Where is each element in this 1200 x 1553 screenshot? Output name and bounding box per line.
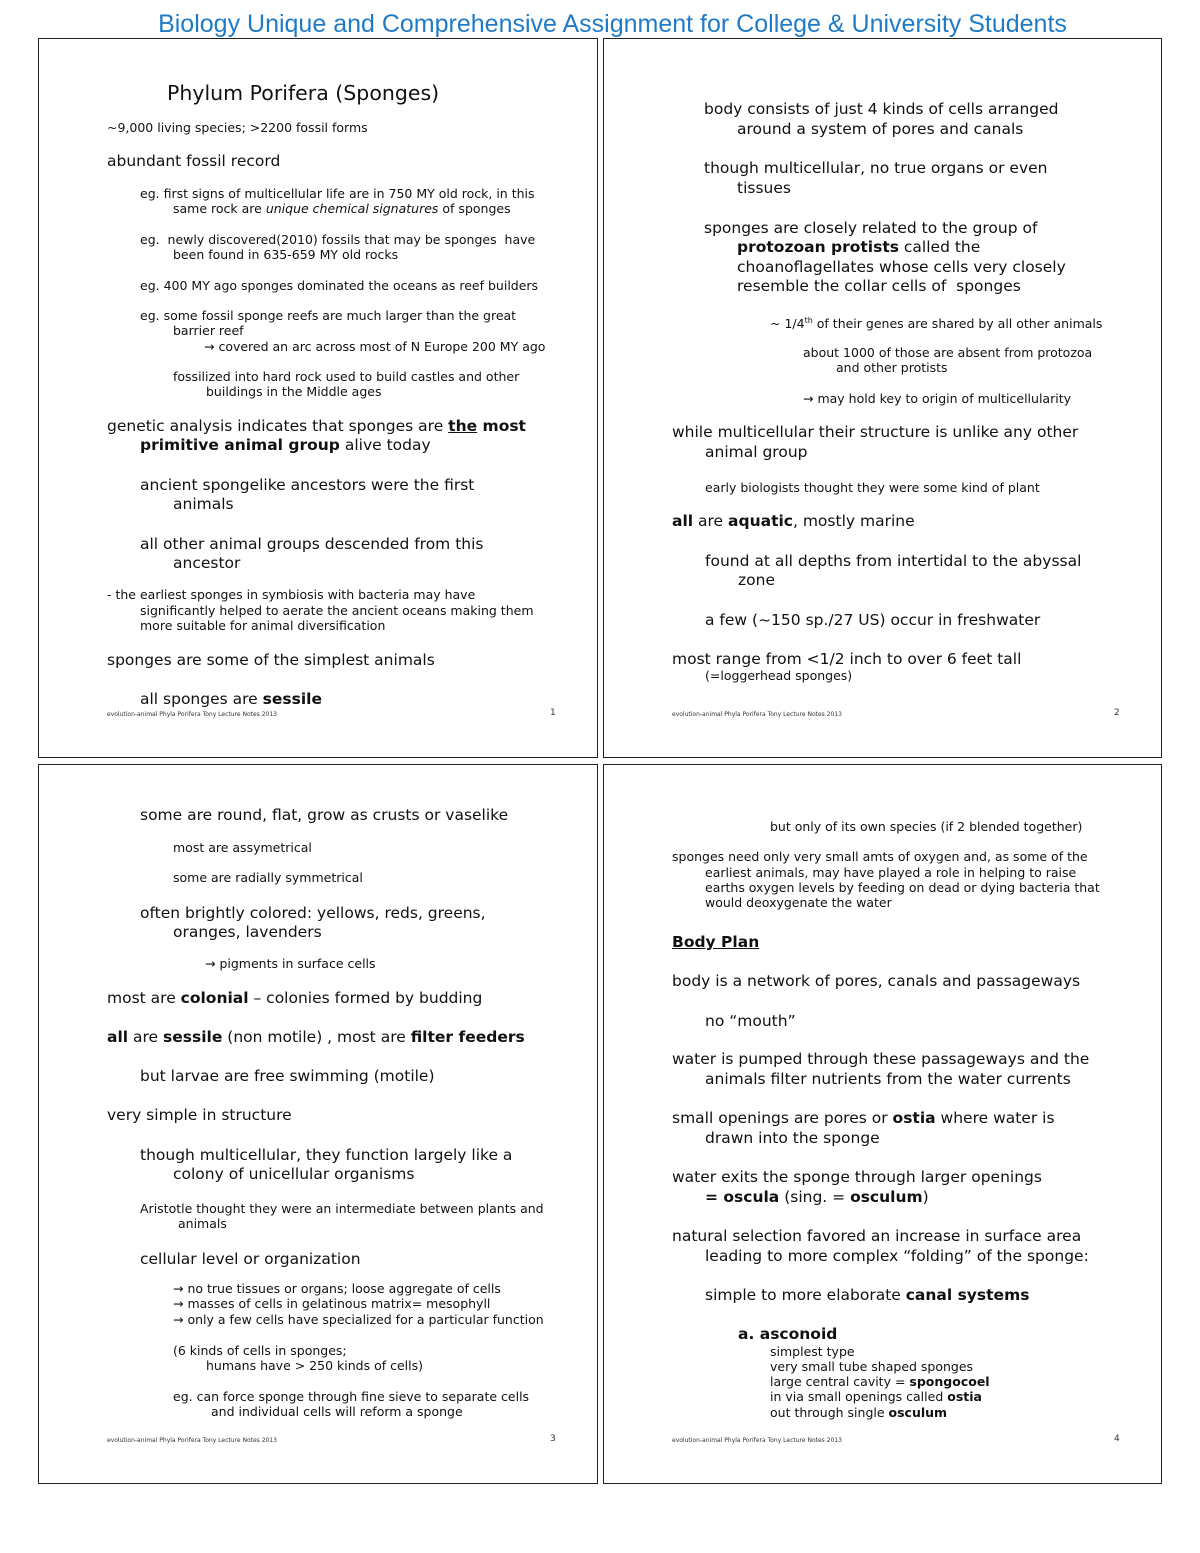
page-number: 4 [1114, 1434, 1120, 1444]
text-line: oranges, lavenders [173, 923, 322, 941]
text-line: → covered an arc across most of N Europe 200 MY ago [204, 339, 546, 354]
text-line: would deoxygenate the water [705, 895, 892, 910]
text-line: a few (~150 sp./27 US) occur in freshwater [705, 611, 1041, 629]
text-line: animals [178, 1216, 227, 1231]
text-line: → masses of cells in gelatinous matrix= mesophyll [173, 1296, 491, 1311]
slide-4 [603, 764, 1162, 1484]
text-line: most are colonial – colonies formed by budding [107, 989, 483, 1007]
text-line: and individual cells will reform a sponge [211, 1404, 463, 1419]
text-line: colony of unicellular organisms [173, 1165, 415, 1183]
text-line: simple to more elaborate canal systems [705, 1286, 1030, 1304]
text-line: = oscula (sing. = osculum) [705, 1188, 929, 1206]
section-heading: Body Plan [672, 933, 760, 951]
text-line: most are assymetrical [173, 840, 312, 855]
text-line: more suitable for animal diversification [140, 618, 386, 633]
text-line: abundant fossil record [107, 152, 281, 170]
text-line: buildings in the Middle ages [206, 384, 382, 399]
text-line: ~ 1/4th of their genes are shared by all other animals [770, 316, 1103, 332]
text-line: animals filter nutrients from the water currents [705, 1070, 1071, 1088]
text-line: but only of its own species (if 2 blended together) [770, 819, 1083, 834]
text-line: → pigments in surface cells [205, 956, 376, 971]
text-line: eg. some fossil sponge reefs are much larger than the great [140, 308, 517, 323]
text-line: out through single osculum [770, 1405, 948, 1420]
text-line: resemble the collar cells of sponges [737, 277, 1021, 295]
text-line: most range from <1/2 inch to over 6 feet tall [672, 650, 1022, 668]
text-line: significantly helped to aerate the ancient oceans making them [140, 603, 534, 618]
text-line: though multicellular, no true organs or even [704, 159, 1048, 177]
text-line: body consists of just 4 kinds of cells arranged [704, 100, 1059, 118]
text-line: all are aquatic, mostly marine [672, 512, 915, 530]
text-line: large central cavity = spongocoel [770, 1374, 990, 1389]
text-line: animals [173, 495, 234, 513]
text-line: all other animal groups descended from this [140, 535, 484, 553]
text-line: ~9,000 living species; >2200 fossil forms [107, 120, 368, 135]
text-line: very small tube shaped sponges [770, 1359, 974, 1374]
text-line: all are sessile (non motile) , most are filter feeders [107, 1028, 525, 1046]
text-line: ancient spongelike ancestors were the first [140, 476, 475, 494]
text-line: water is pumped through these passageways and the [672, 1050, 1090, 1068]
slide-1 [38, 38, 598, 758]
page-number: 3 [550, 1434, 556, 1444]
text-line: earliest animals, may have played a role in helping to raise [705, 865, 1077, 880]
text-line: eg. newly discovered(2010) fossils that may be sponges have [140, 232, 536, 247]
text-line: often brightly colored: yellows, reds, greens, [140, 904, 486, 922]
text-line: small openings are pores or ostia where water is [672, 1109, 1055, 1127]
text-line: → may hold key to origin of multicellularity [803, 391, 1071, 406]
text-line: primitive animal group alive today [140, 436, 431, 454]
text-line: all sponges are sessile [140, 690, 322, 708]
text-line: → only a few cells have specialized for a particular function [173, 1312, 544, 1327]
text-line: around a system of pores and canals [737, 120, 1024, 138]
slide-3 [38, 764, 598, 1484]
text-line: choanoflagellates whose cells very closely [737, 258, 1066, 276]
text-line: animal group [705, 443, 808, 461]
text-line: → no true tissues or organs; loose aggregate of cells [173, 1281, 501, 1296]
text-line: Aristotle thought they were an intermediate between plants and [140, 1201, 544, 1216]
text-line: cellular level or organization [140, 1250, 361, 1268]
text-line: and other protists [836, 360, 948, 375]
text-line: some are radially symmetrical [173, 870, 363, 885]
text-line: but larvae are free swimming (motile) [140, 1067, 435, 1085]
text-line: been found in 635-659 MY old rocks [173, 247, 399, 262]
text-line: same rock are unique chemical signatures of sponges [173, 201, 511, 216]
subsection-heading: a. asconoid [738, 1325, 838, 1343]
text-line: natural selection favored an increase in surface area [672, 1227, 1082, 1245]
text-line: early biologists thought they were some kind of plant [705, 480, 1040, 495]
text-line: sponges are closely related to the group of [704, 219, 1038, 237]
text-line: simplest type [770, 1344, 855, 1359]
text-line: body is a network of pores, canals and passageways [672, 972, 1081, 990]
text-line: protozoan protists called the [737, 238, 981, 256]
text-line: no “mouth” [705, 1012, 796, 1030]
text-line: eg. first signs of multicellular life are in 750 MY old rock, in this [140, 186, 535, 201]
text-line: leading to more complex “folding” of the sponge: [705, 1247, 1089, 1265]
text-line: water exits the sponge through larger openings [672, 1168, 1042, 1186]
text-line: very simple in structure [107, 1106, 292, 1124]
text-line: found at all depths from intertidal to the abyssal [705, 552, 1082, 570]
text-line: zone [738, 571, 775, 589]
text-line: sponges are some of the simplest animals [107, 651, 435, 669]
text-line: about 1000 of those are absent from protozoa [803, 345, 1093, 360]
slide-title: Phylum Porifera (Sponges) [167, 81, 440, 105]
text-line: ancestor [173, 554, 241, 572]
text-line: eg. can force sponge through fine sieve to separate cells [173, 1389, 530, 1404]
text-line: eg. 400 MY ago sponges dominated the oceans as reef builders [140, 278, 539, 293]
slide-footer: evolution-animal Phyla Porifera Tony Lecture Notes 2013 [672, 711, 842, 718]
text-line: earths oxygen levels by feeding on dead or dying bacteria that [705, 880, 1100, 895]
text-line: humans have > 250 kinds of cells) [206, 1358, 423, 1373]
text-line: drawn into the sponge [705, 1129, 880, 1147]
text-line: genetic analysis indicates that sponges are the most [107, 417, 526, 435]
text-line: in via small openings called ostia [770, 1389, 982, 1404]
text-line: (=loggerhead sponges) [705, 668, 853, 683]
text-line: tissues [737, 179, 791, 197]
page-number: 2 [1114, 708, 1120, 718]
text-line: though multicellular, they function largely like a [140, 1146, 513, 1164]
slide-footer: evolution-animal Phyla Porifera Tony Lecture Notes 2013 [107, 711, 277, 718]
slide-footer: evolution-animal Phyla Porifera Tony Lecture Notes 2013 [672, 1437, 842, 1444]
text-line: fossilized into hard rock used to build castles and other [173, 369, 520, 384]
text-line: (6 kinds of cells in sponges; [173, 1343, 347, 1358]
page-number: 1 [550, 708, 556, 718]
slide-footer: evolution-animal Phyla Porifera Tony Lecture Notes 2013 [107, 1437, 277, 1444]
text-line: sponges need only very small amts of oxygen and, as some of the [672, 849, 1088, 864]
document-title: Biology Unique and Comprehensive Assignment for College & University Students [158, 10, 1067, 38]
text-line: some are round, flat, grow as crusts or vaselike [140, 806, 509, 824]
text-line: while multicellular their structure is unlike any other [672, 423, 1079, 441]
text-line: - the earliest sponges in symbiosis with bacteria may have [107, 587, 476, 602]
slide-2 [603, 38, 1162, 758]
text-line: barrier reef [173, 323, 244, 338]
